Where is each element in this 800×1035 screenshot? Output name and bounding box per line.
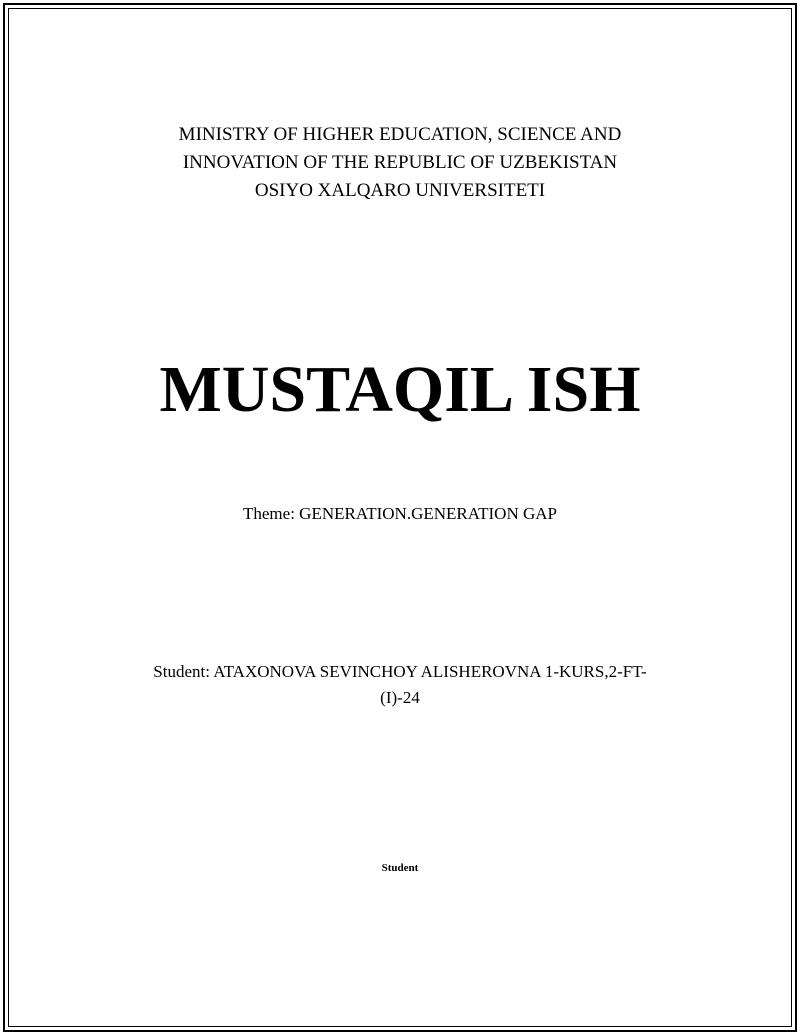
student-info-line-2: (I)-24: [380, 688, 420, 707]
theme-line: Theme: GENERATION.GENERATION GAP: [243, 504, 557, 523]
institution-header: [0, 121, 800, 205]
student-info-line-1: Student: ATAXONOVA SEVINCHOY ALISHEROVNA 1-KURS,2-FT-: [153, 662, 647, 681]
header-line-university: OSIYO XALQARO UNIVERSITETI: [254, 180, 546, 201]
header-line-republic: INNOVATION OF THE REPUBLIC OF UZBEKISTAN: [182, 152, 618, 173]
header-line-ministry: MINISTRY OF HIGHER EDUCATION, SCIENCE AND: [178, 124, 622, 145]
student-info: [120, 659, 680, 711]
document-title: MUSTAQIL ISH: [159, 353, 641, 426]
student-label: Student: [381, 862, 419, 874]
